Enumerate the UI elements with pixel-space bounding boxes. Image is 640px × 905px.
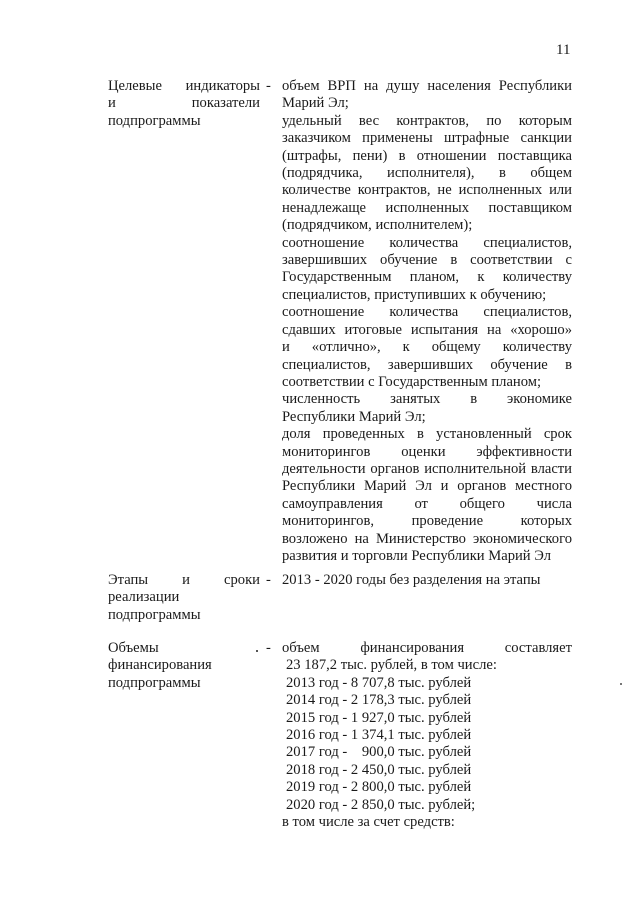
label-line: подпрограммы xyxy=(108,606,201,623)
content-line: Марий Эл; xyxy=(282,95,349,112)
content-line: соотношение количества специалистов, xyxy=(282,234,572,251)
content-line: специалистов, завершивших обучение в xyxy=(282,356,572,373)
content-line: ненадлежаще исполненных поставщиком xyxy=(282,199,572,216)
label-line: подпрограммы xyxy=(108,674,201,691)
stages-label xyxy=(108,572,260,624)
label-line: Этапы и сроки xyxy=(108,572,260,588)
content-line: численность занятых в экономике xyxy=(282,391,572,408)
indicators-dash: - xyxy=(266,78,271,94)
content-line: сдавших итоговые испытания на «хорошо» xyxy=(282,321,572,338)
page-number: 11 xyxy=(556,42,571,58)
content-line: самоуправления от общего числа xyxy=(282,495,572,512)
content-line: развития и торговли Республики Марий Эл xyxy=(282,547,551,564)
content-line: соотношение количества специалистов, xyxy=(282,304,572,321)
content-line: 2017 год - 900,0 тыс. рублей xyxy=(286,744,472,761)
indicators-label xyxy=(108,78,260,130)
label-line: и показатели xyxy=(108,95,260,112)
content-line: возложено на Министерство экономического xyxy=(282,530,572,547)
content-line: (подрядчиком, исполнителем); xyxy=(282,217,473,234)
stages-dash: - xyxy=(266,572,271,588)
content-line: Республики Марий Эл; xyxy=(282,408,426,425)
content-line: соответствии с Государственным планом; xyxy=(282,373,542,390)
funding-label xyxy=(108,640,260,692)
scan-speck xyxy=(620,683,622,685)
content-line: количестве контрактов, не исполненных или xyxy=(282,182,572,199)
label-line: финансирования xyxy=(108,657,212,674)
scan-speck xyxy=(256,650,258,652)
funding-content xyxy=(282,640,572,831)
content-line: 2014 год - 2 178,3 тыс. рублей xyxy=(286,692,472,709)
label-line: Целевые индикаторы xyxy=(108,78,260,94)
content-line: мониторингов, проведение которых xyxy=(282,513,572,530)
content-line: объем ВРП на душу населения Республики xyxy=(282,78,572,94)
label-line: подпрограммы xyxy=(108,112,201,129)
content-line: и «отлично», к общему количеству xyxy=(282,339,572,356)
content-line: 2013 год - 8 707,8 тыс. рублей xyxy=(286,674,472,691)
label-line: реализации xyxy=(108,589,180,606)
content-line: удельный вес контрактов, по которым xyxy=(282,112,572,129)
content-line: 2018 год - 2 450,0 тыс. рублей xyxy=(286,761,472,778)
content-line: объем финансирования составляет xyxy=(282,640,572,656)
content-line: (штрафы, пени) в отношении поставщика xyxy=(282,147,572,164)
content-line: 2015 год - 1 927,0 тыс. рублей xyxy=(286,709,472,726)
content-line: 23 187,2 тыс. рублей, в том числе: xyxy=(286,657,497,674)
content-line: заказчиком применены штрафные санкции xyxy=(282,130,572,147)
content-line: Государственным планом, к количеству xyxy=(282,269,572,286)
content-line: Республики Марий Эл и органов местного xyxy=(282,478,572,495)
funding-dash: - xyxy=(266,640,271,656)
content-line: мониторингов оценки эффективности xyxy=(282,443,572,460)
content-line: деятельности органов исполнительной власти xyxy=(282,460,572,477)
content-line: (подрядчика, исполнителя), в общем xyxy=(282,165,572,182)
stages-content xyxy=(282,572,572,589)
content-line: специалистов, приступивших к обучению; xyxy=(282,286,547,303)
indicators-content xyxy=(282,78,572,565)
content-line: завершивших обучение в соответствии с xyxy=(282,252,572,269)
content-line: доля проведенных в установленный срок xyxy=(282,426,572,443)
content-line: 2020 год - 2 850,0 тыс. рублей; xyxy=(286,796,476,813)
content-line: 2019 год - 2 800,0 тыс. рублей xyxy=(286,779,472,796)
content-line: 2013 - 2020 годы без разделения на этапы xyxy=(282,572,541,588)
content-line: в том числе за счет средств: xyxy=(282,814,455,831)
content-line: 2016 год - 1 374,1 тыс. рублей xyxy=(286,727,472,744)
label-line: Объемы xyxy=(108,640,159,656)
